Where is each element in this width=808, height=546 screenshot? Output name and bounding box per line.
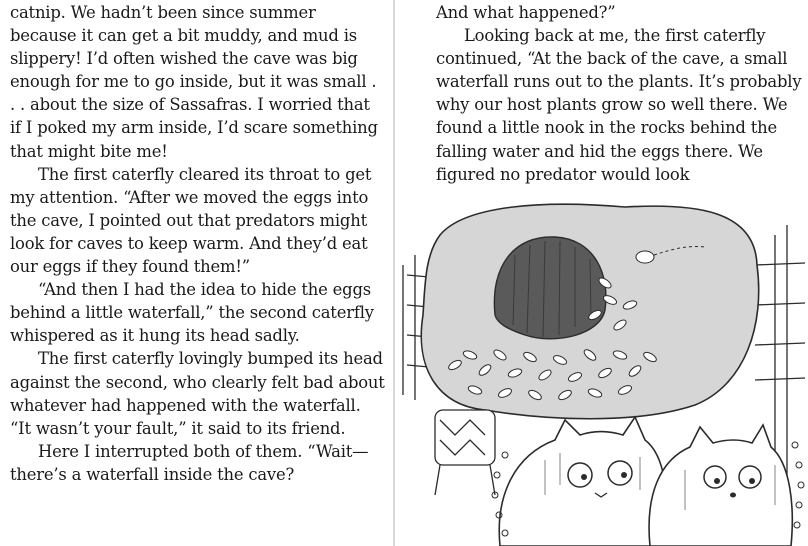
left-page-text — [10, 1, 385, 486]
paragraph: Looking back at me, the first caterfly continued, “At the back of the cave, a small waterfall runs out to the plants. It’s probably why our host plants grow so well there. We found a little nook in the rocks behind the falling water and hid the eggs there. We figured no predator would look — [436, 26, 802, 184]
right-page — [395, 0, 808, 546]
cave-rock — [494, 237, 606, 339]
paragraph: Here I interrupted both of them. “Wait—there’s a waterfall inside the cave? — [10, 441, 369, 484]
left-page — [0, 0, 393, 546]
paragraph: The first caterfly cleared its throat to get my attention. “After we moved the eggs into the cave, I pointed out that predators might look for caves to keep warm. And they’d eat our eggs if they found them!” — [10, 164, 372, 277]
paragraph: catnip. We hadn’t been since summer because it can get a bit muddy, and mud is slippery! I’d often wished the cave was big enough for me to go inside, but it was small . . . about the size of Sassafras. I worried that if I poked my arm inside, I’d scare something that might bite me! — [10, 3, 378, 161]
paragraph: The first caterfly lovingly bumped its head against the second, who clearly felt bad about whatever had happened with the waterfall. “It wasn’t your fault,” it said to its friend. — [10, 349, 385, 438]
right-page-text — [436, 1, 808, 186]
kitten-right — [649, 425, 792, 546]
paragraph: “And then I had the idea to hide the eggs behind a little waterfall,” the second caterfly whispered as it hung its head sadly. — [10, 280, 374, 346]
kitten-left — [499, 417, 667, 546]
paragraph: And what happened?” — [436, 3, 616, 22]
cave-waterfall-illustration — [395, 195, 808, 546]
chair — [435, 410, 495, 495]
